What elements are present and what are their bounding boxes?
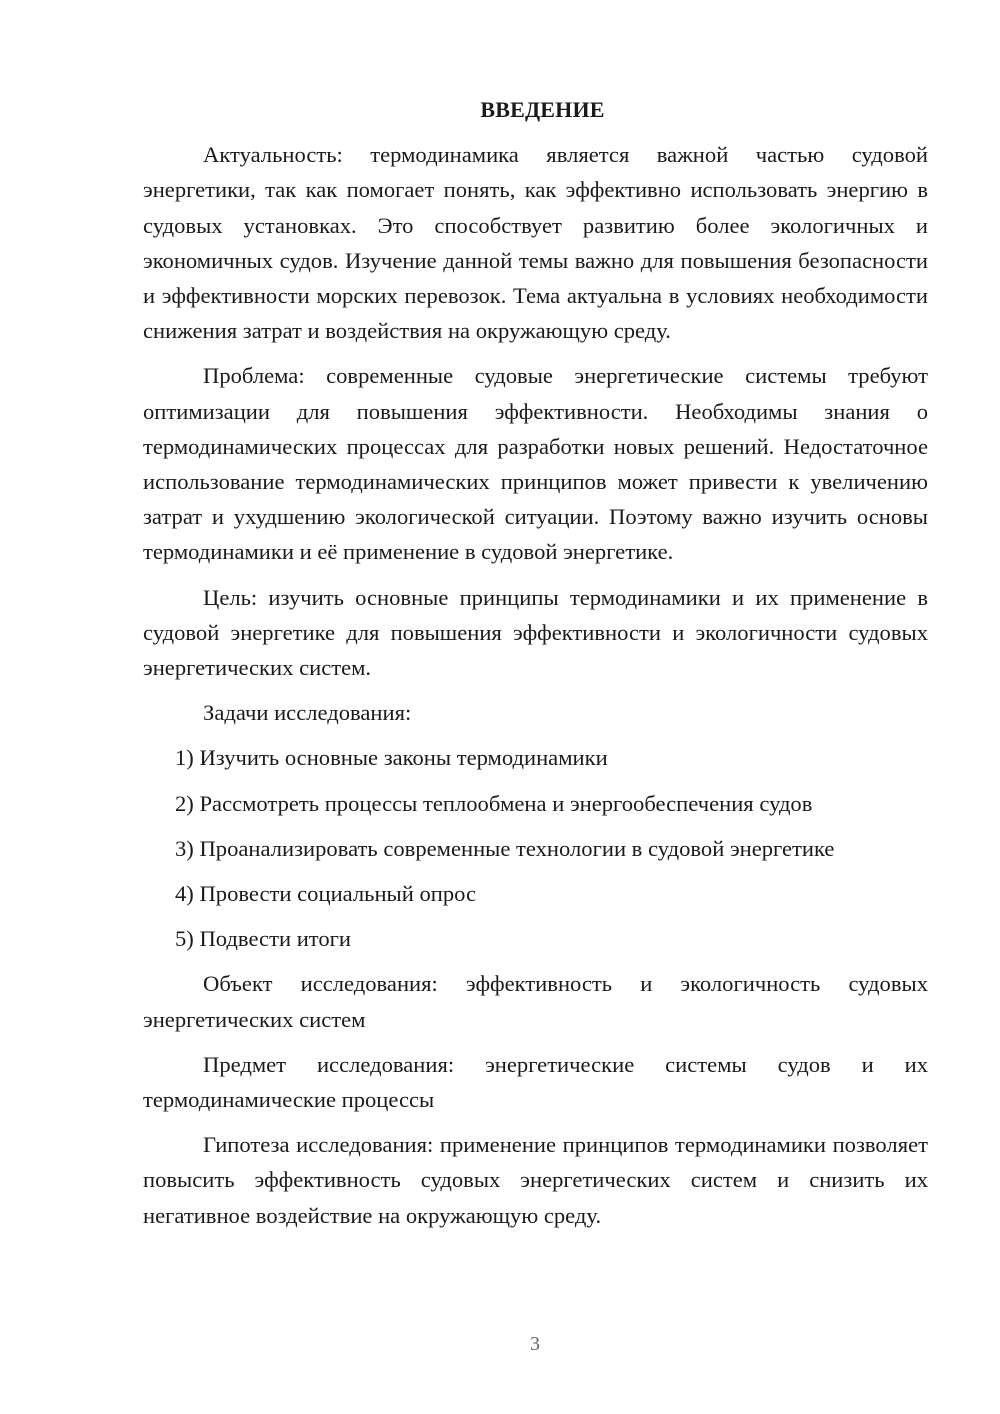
paragraph-subject: Предмет исследования: энергетические системы судов и их термодинамические процессы — [143, 1051, 928, 1113]
paragraph-relevance: Актуальность: термодинамика является важной частью судовой энергетики, так как помогает понять, как эффективно использовать энергию в судовых установках. Это способствует развитию более экологичных и экономичных судов. Изучение данной темы важно для повышения безопасности и эффективности морских перевозок. Тема актуальна в условиях необходимости снижения затрат и воздействия на окружающую среду. — [143, 142, 928, 344]
paragraph-hypothesis: Гипотеза исследования: применение принципов термодинамики позволяет повысить эффективность судовых энергетических систем и снизить их негативное воздействие на окружающую среду. — [143, 1132, 928, 1228]
paragraph-problem: Проблема: современные судовые энергетические системы требуют оптимизации для повышения эффективности. Необходимы знания о термодинамических процессах для разработки новых решений. Недостаточное использование термодинамических принципов может привести к увеличению затрат и ухудшению экологической ситуации. Поэтому важно изучить основы термодинамики и её применение в судовой энергетике. — [143, 363, 928, 565]
document-page — [143, 92, 928, 1243]
task-item-5: 5) Подвести итоги — [175, 926, 352, 952]
tasks-list — [143, 740, 928, 956]
paragraph-goal: Цель: изучить основные принципы термодинамики и их применение в судовой энергетике для повышения эффективности и экологичности судовых энергетических систем. — [143, 584, 928, 681]
task-item-4: 4) Провести социальный опрос — [175, 881, 477, 907]
task-item-2: 2) Рассмотреть процессы теплообмена и энергообеспечения судов — [175, 790, 813, 816]
task-item-1: 1) Изучить основные законы термодинамики — [175, 745, 608, 771]
page-number: 3 — [530, 1333, 540, 1355]
tasks-heading: Задачи исследования: — [203, 700, 412, 726]
task-item-3: 3) Проанализировать современные технологии в судовой энергетике — [175, 835, 835, 861]
paragraph-object: Объект исследования: эффективность и экологичность судовых энергетических систем — [143, 971, 928, 1032]
document-title: ВВЕДЕНИЕ — [480, 97, 605, 122]
